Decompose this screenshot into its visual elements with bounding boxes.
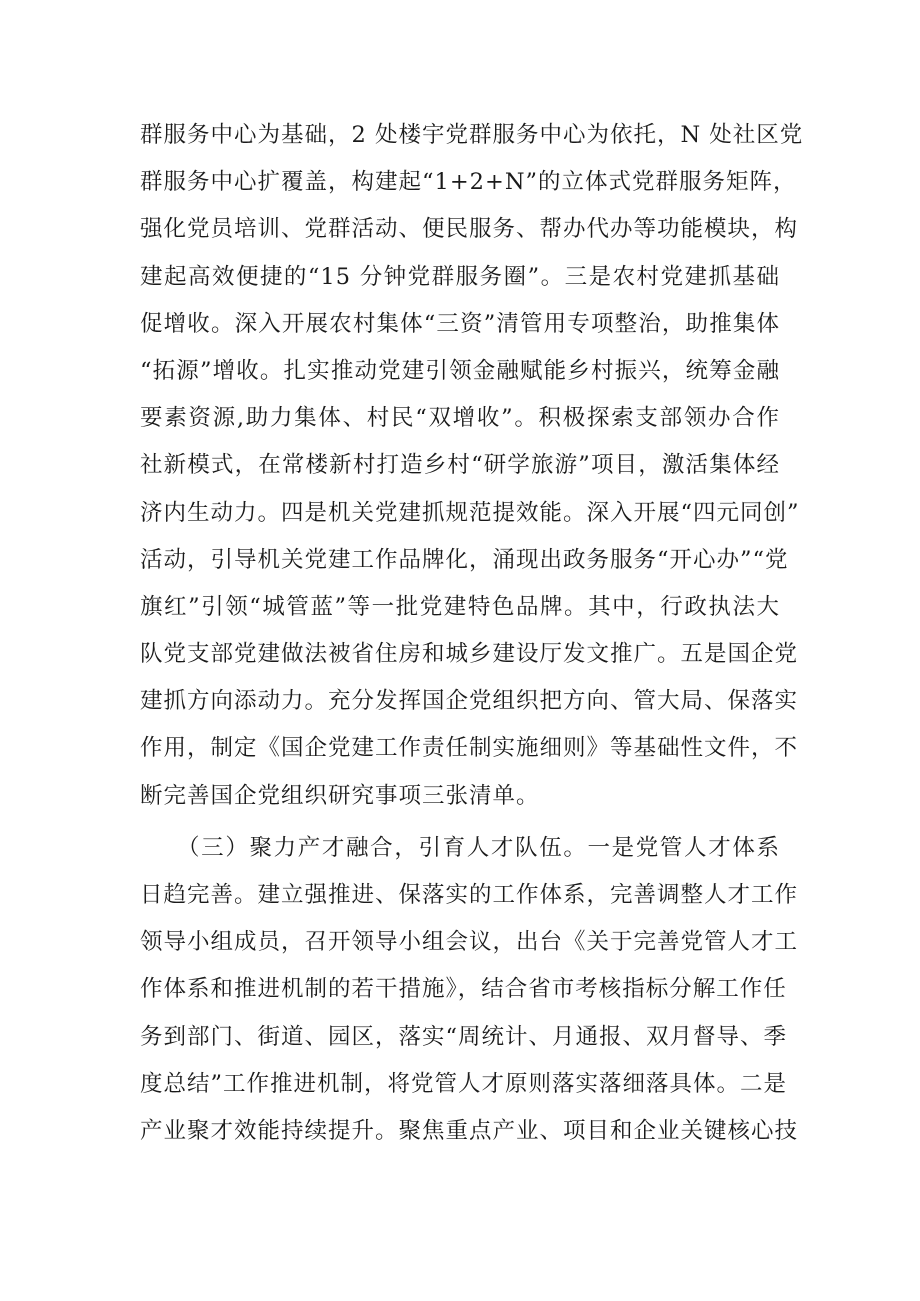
body-text xyxy=(140,112,804,1155)
text-line: 断完善国企党组织研究事项三张清单。 xyxy=(140,782,540,809)
text-line: 旗红”引领“城管蓝”等一批党建特色品牌。其中，行政执法大 xyxy=(140,593,780,620)
text-line: 群服务中心扩覆盖，构建起“1+2+N”的立体式党群服务矩阵， xyxy=(140,169,797,196)
text-line: 社新模式，在常楼新村打造乡村“研学旅游”项目，激活集体经 xyxy=(140,452,780,479)
text-line: 建起高效便捷的“15 分钟党群服务圈”。三是农村党建抓基础 xyxy=(140,263,780,290)
text-line: 作用，制定《国企党建工作责任制实施细则》等基础性文件，不 xyxy=(140,735,799,762)
text-line: 促增收。深入开展农村集体“三资”清管用专项整治，助推集体 xyxy=(140,310,780,337)
text-line: 队党支部党建做法被省住房和城乡建设厅发文推广。五是国企党 xyxy=(140,641,799,668)
text-line: 建抓方向添动力。充分发挥国企党组织把方向、管大局、保落实 xyxy=(140,688,799,715)
text-line: 要素资源,助力集体、村民“双增收”。积极探索支部领办合作 xyxy=(140,405,780,432)
text-line: 日趋完善。建立强推进、保落实的工作体系，完善调整人才工作 xyxy=(140,882,799,908)
text-line: 济内生动力。四是机关党建抓规范提效能。深入开展“四元同创” xyxy=(140,499,800,526)
text-line: 领导小组成员，召开领导小组会议，出台《关于完善党管人才工 xyxy=(140,929,799,956)
text-line: 强化党员培训、党群活动、便民服务、帮办代办等功能模块，构 xyxy=(140,216,799,243)
text-line: 活动，引导机关党建工作品牌化，涌现出政务服务“开心办”“党 xyxy=(140,546,789,573)
text-line: 群服务中心为基础，2 处楼宇党群服务中心为依托，N 处社区党 xyxy=(140,122,804,148)
section-heading-line: （三）聚力产才融合，引育人才队伍。一是党管人才体系 xyxy=(140,834,780,861)
text-line: 作体系和推进机制的若干措施》，结合省市考核指标分解工作任 xyxy=(140,976,787,1003)
text-line: 务到部门、街道、园区，落实“周统计、月通报、双月督导、季 xyxy=(140,1023,788,1050)
text-line: 度总结”工作推进机制，将党管人才原则落实落细落具体。二是 xyxy=(140,1070,788,1097)
text-line: 产业聚才效能持续提升。聚焦重点产业、项目和企业关键核心技 xyxy=(140,1117,799,1144)
text-line: “拓源”增收。扎实推动党建引领金融赋能乡村振兴，统筹金融 xyxy=(140,357,780,384)
